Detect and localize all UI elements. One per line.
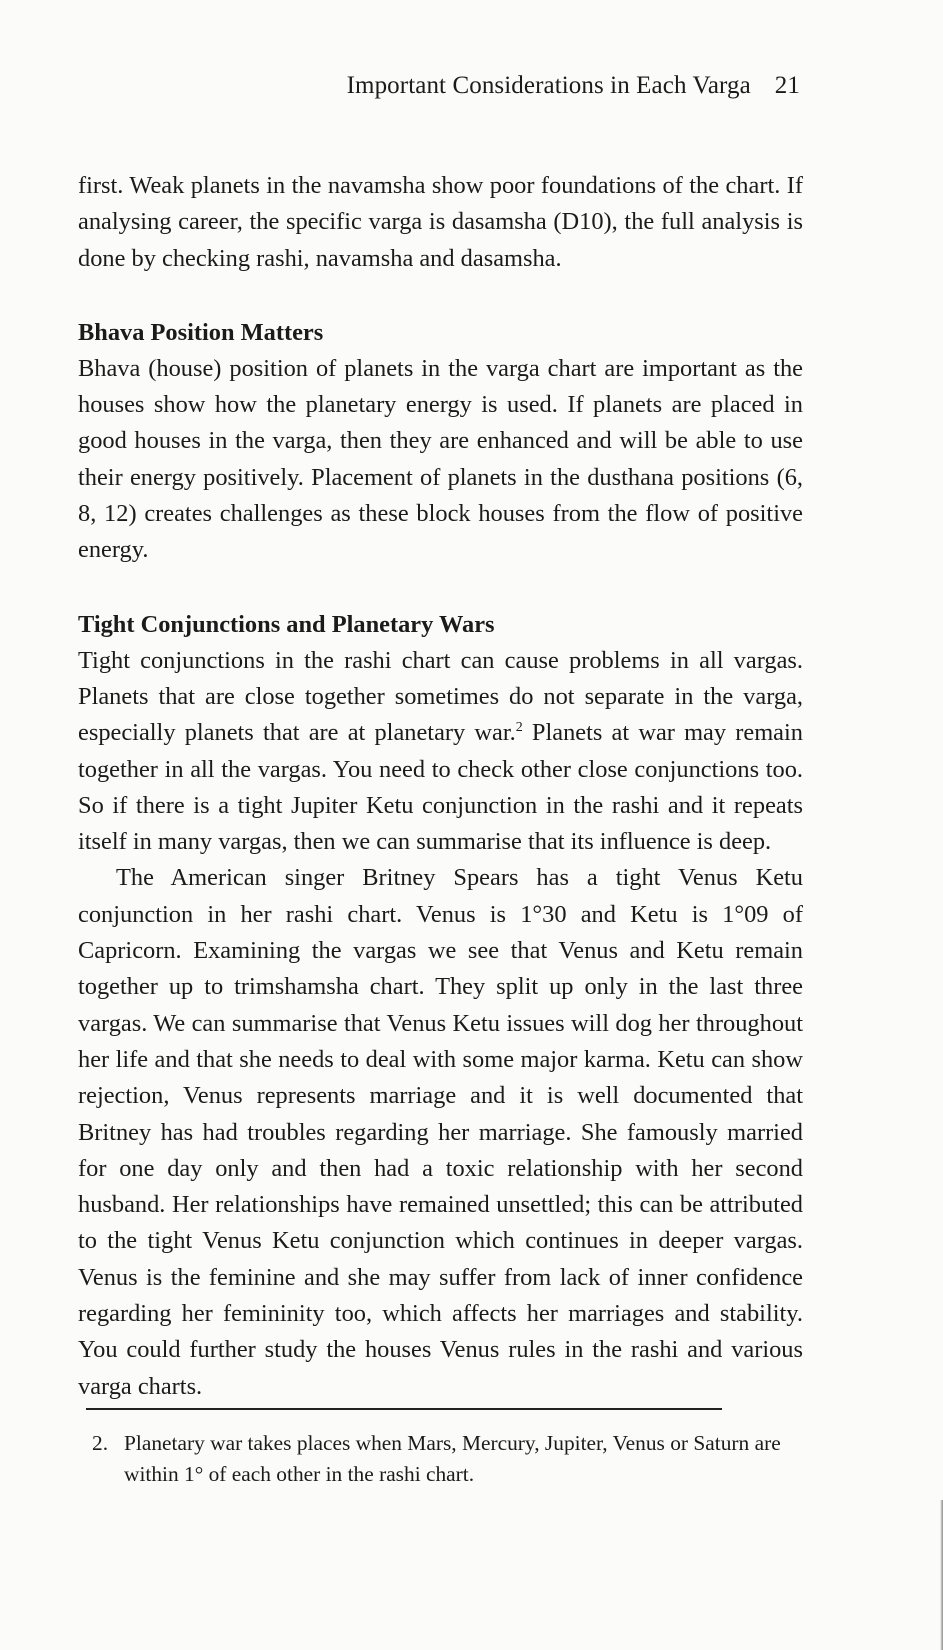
chapter-title: Important Considerations in Each Varga: [346, 72, 751, 99]
intro-paragraph: first. Weak planets in the navamsha show poor foundations of the chart. If analysing career, the specific varga is dasamsha (D10), the full analysis is done by checking rashi, navamsha and dasamsha.: [78, 172, 803, 272]
footnote-divider: [86, 1408, 722, 1410]
conjunctions-text-b: Planets at war may remain together in all the vargas. You need to check other close conjunctions too. So if there is a tight Jupiter Ketu conjunction in the rashi and it repeats itself in many vargas, then we can summarise that its influence is deep.: [78, 719, 803, 856]
conjunctions-paragraph: [78, 643, 803, 861]
footnote-reference: 2: [515, 720, 523, 736]
running-header: [300, 72, 800, 100]
section-heading-conjunctions: Tight Conjunctions and Planetary Wars: [78, 610, 495, 638]
footnote: [92, 1428, 810, 1490]
britney-paragraph: The American singer Britney Spears has a tight Venus Ketu conjunction in her rashi chart. Venus is 1°30 and Ketu is 1°09 of Capricorn. Examining the vargas we see that Venus and Ketu remain together up to trimshamsha chart. They split up only in the last three vargas. We can summarise that Venus Ketu issues will dog her throughout her life and that she needs to deal with some major karma. Ketu can show rejection, Venus represents marriage and it is well documented that Britney has had troubles regarding her marriage. She famously married for one day only and then had a toxic relationship with her second husband. Her relationships have remained unsettled; this can be attributed to the tight Venus Ketu conjunction which continues in deeper vargas. Venus is the feminine and she may suffer from lack of inner confidence regarding her femininity too, which affects her marriages and stability. You could further study the houses Venus rules in the rashi and various varga charts.: [78, 864, 803, 1400]
footnote-text: Planetary war takes places when Mars, Mercury, Jupiter, Venus or Saturn are within 1° of each other in the rashi chart.: [124, 1431, 781, 1486]
conjunctions-text-a: Tight conjunctions in the rashi chart can cause problems in all vargas. Planets that are close together sometimes do not separate in the varga, especially planets that are at planetary war.: [78, 646, 803, 747]
main-text: [78, 168, 803, 1405]
bhava-paragraph: Bhava (house) position of planets in the varga chart are important as the houses show how the planetary energy is used. If planets are placed in good houses in the varga, then they are enhanced and will be able to use their energy positively. Placement of planets in the dusthana positions (6, 8, 12) creates challenges as these block houses from the flow of positive energy.: [78, 354, 803, 564]
section-heading-bhava: Bhava Position Matters: [78, 318, 324, 346]
page-number: 21: [774, 72, 800, 99]
footnote-number: 2.: [92, 1431, 109, 1455]
